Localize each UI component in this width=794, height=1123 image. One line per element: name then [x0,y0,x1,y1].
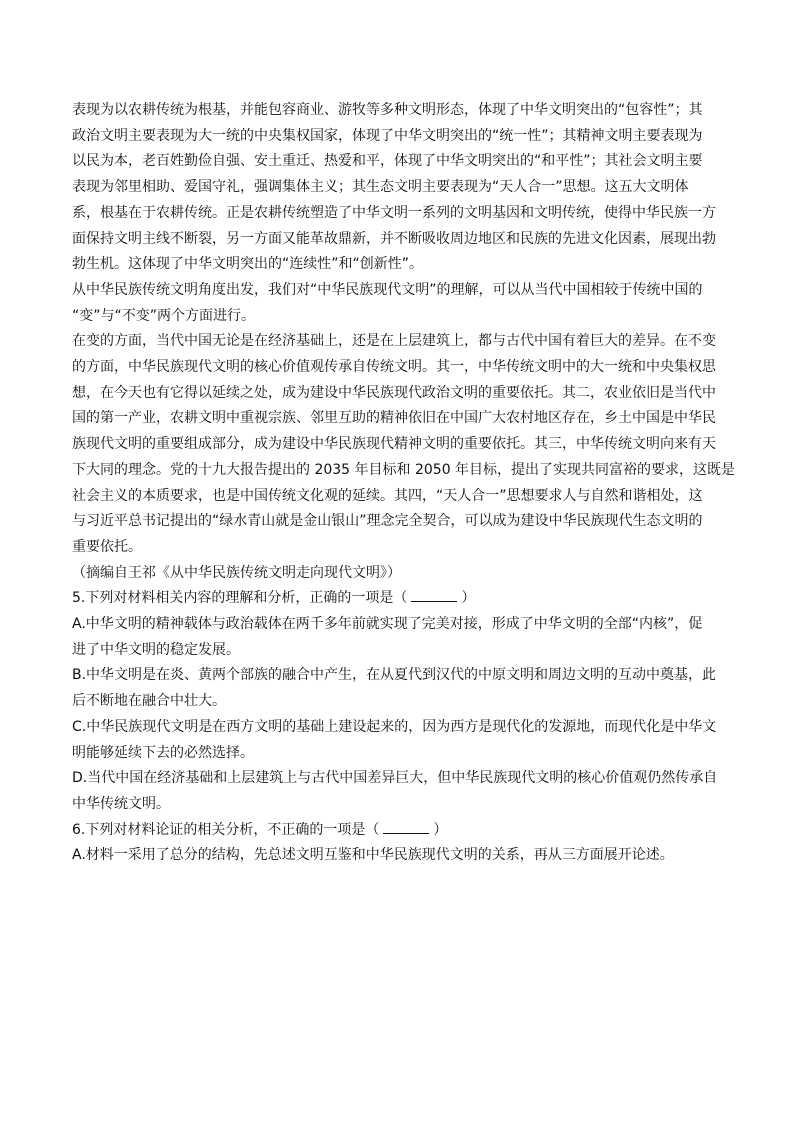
option-c [72,715,722,766]
option-line: B.中华文明是在炎、黄两个部族的融合中产生，在从夏代到汉代的中原文明和周边文明的互动中奠基，此 [72,667,717,684]
question-stem [72,586,722,612]
option-line: A.材料一采用了总分的结构，先总述文明互鉴和中华民族现代文明的关系，再从三方面展开论述。 [72,847,674,864]
option-line: 中华传统文明。 [72,795,170,812]
passage-paragraph-2 [72,278,722,329]
question-6 [72,818,722,869]
text-line: 从中华民族传统文明角度出发，我们对“中华民族现代文明”的理解，可以从当代中国相较于传统中国的 [72,281,703,298]
document-page [72,98,736,869]
text-line: 重要依托。 [72,538,142,555]
passage-paragraph-3 [72,329,736,560]
question-stem-text: 5.下列对材料相关内容的理解和分析，正确的一项是（ [72,590,408,607]
text-line: 表现为以农耕传统为根基，并能包容商业、游牧等多种文明形态，体现了中华文明突出的“包容性”；其 [72,102,703,118]
option-a [72,843,722,869]
text-line: 以民为本，老百姓勤俭自强、安土重迁、热爱和平，体现了中华文明突出的“和平性”；其社会文明主要 [72,153,703,170]
option-line: 明能够延续下去的必然选择。 [72,744,254,761]
option-line: 后不断地在融合中壮大。 [72,693,226,710]
text-line: 系，根基在于农耕传统。正是农耕传统塑造了中华文明一系列的文明基因和文明传统，使得中华民族一方 [72,204,716,221]
text-line: 面保持文明主线不断裂，另一方面又能革故鼎新，并不断吸收周边地区和民族的先进文化因素，展现出勃 [72,230,716,247]
text-line: 下大同的理念。党的十九大报告提出的 2035 年目标和 2050 年目标，提出了实现共同富裕的要求，这既是 [72,461,736,478]
question-stem-close: ） [433,821,448,838]
question-stem-text: 6.下列对材料论证的相关分析，不正确的一项是（ [72,821,380,838]
source-citation: （摘编自王祁《从中华民族传统文明走向现代文明》） [72,564,401,581]
option-line: 进了中华文明的稳定发展。 [72,641,240,658]
question-5 [72,586,722,817]
answer-blank[interactable] [383,821,429,834]
text-line: 社会主义的本质要求，也是中国传统文化观的延续。其四，“天人合一”思想要求人与自然和谐相处，这 [72,487,703,504]
text-line: 族现代文明的重要组成部分，成为建设中华民族现代精神文明的重要依托。其三，中华传统文明向来有天 [72,436,716,453]
option-a [72,612,722,663]
passage-paragraph-1 [72,98,722,278]
text-line: 政治文明主要表现为大一统的中央集权国家，体现了中华文明突出的“统一性”；其精神文明主要表现为 [72,127,703,144]
question-stem-close: ） [461,590,476,607]
text-line: “变”与“不变”两个方面进行。 [72,307,256,324]
option-line: C.中华民族现代文明是在西方文明的基础上建设起来的，因为西方是现代化的发源地，而现代化是中华文 [72,718,717,735]
text-line: 国的第一产业，农耕文明中重视宗族、邻里互助的精神依旧在中国广大农村地区存在，乡土中国是中华民 [72,410,716,427]
text-line: 的方面，中华民族现代文明的核心价值观传承自传统文明。其一，中华传统文明中的大一统和中央集权思 [72,359,716,376]
option-b [72,663,722,714]
option-line: A.中华文明的精神载体与政治载体在两千多年前就实现了完美对接，形成了中华文明的全部“内核”，促 [72,616,703,633]
text-line: 想，在今天也有它得以延续之处，成为建设中华民族现代政治文明的重要依托。其二，农业依旧是当代中 [72,384,716,401]
text-line: 在变的方面，当代中国无论是在经济基础上，还是在上层建筑上，都与古代中国有着巨大的差异。在不变 [72,333,716,350]
option-line: D.当代中国在经济基础和上层建筑上与古代中国差异巨大，但中华民族现代文明的核心价值观仍然传承自 [72,770,718,787]
answer-blank[interactable] [411,589,457,602]
question-stem [72,818,722,844]
text-line: 表现为邻里相助、爱国守礼，强调集体主义；其生态文明主要表现为“天人合一”思想。这五大文明体 [72,179,689,196]
text-line: 与习近平总书记提出的“绿水青山就是金山银山”理念完全契合，可以成为建设中华民族现代生态文明的 [72,513,703,530]
text-line: 勃生机。这体现了中华文明突出的“连续性”和“创新性”。 [72,256,424,273]
option-d [72,766,722,817]
